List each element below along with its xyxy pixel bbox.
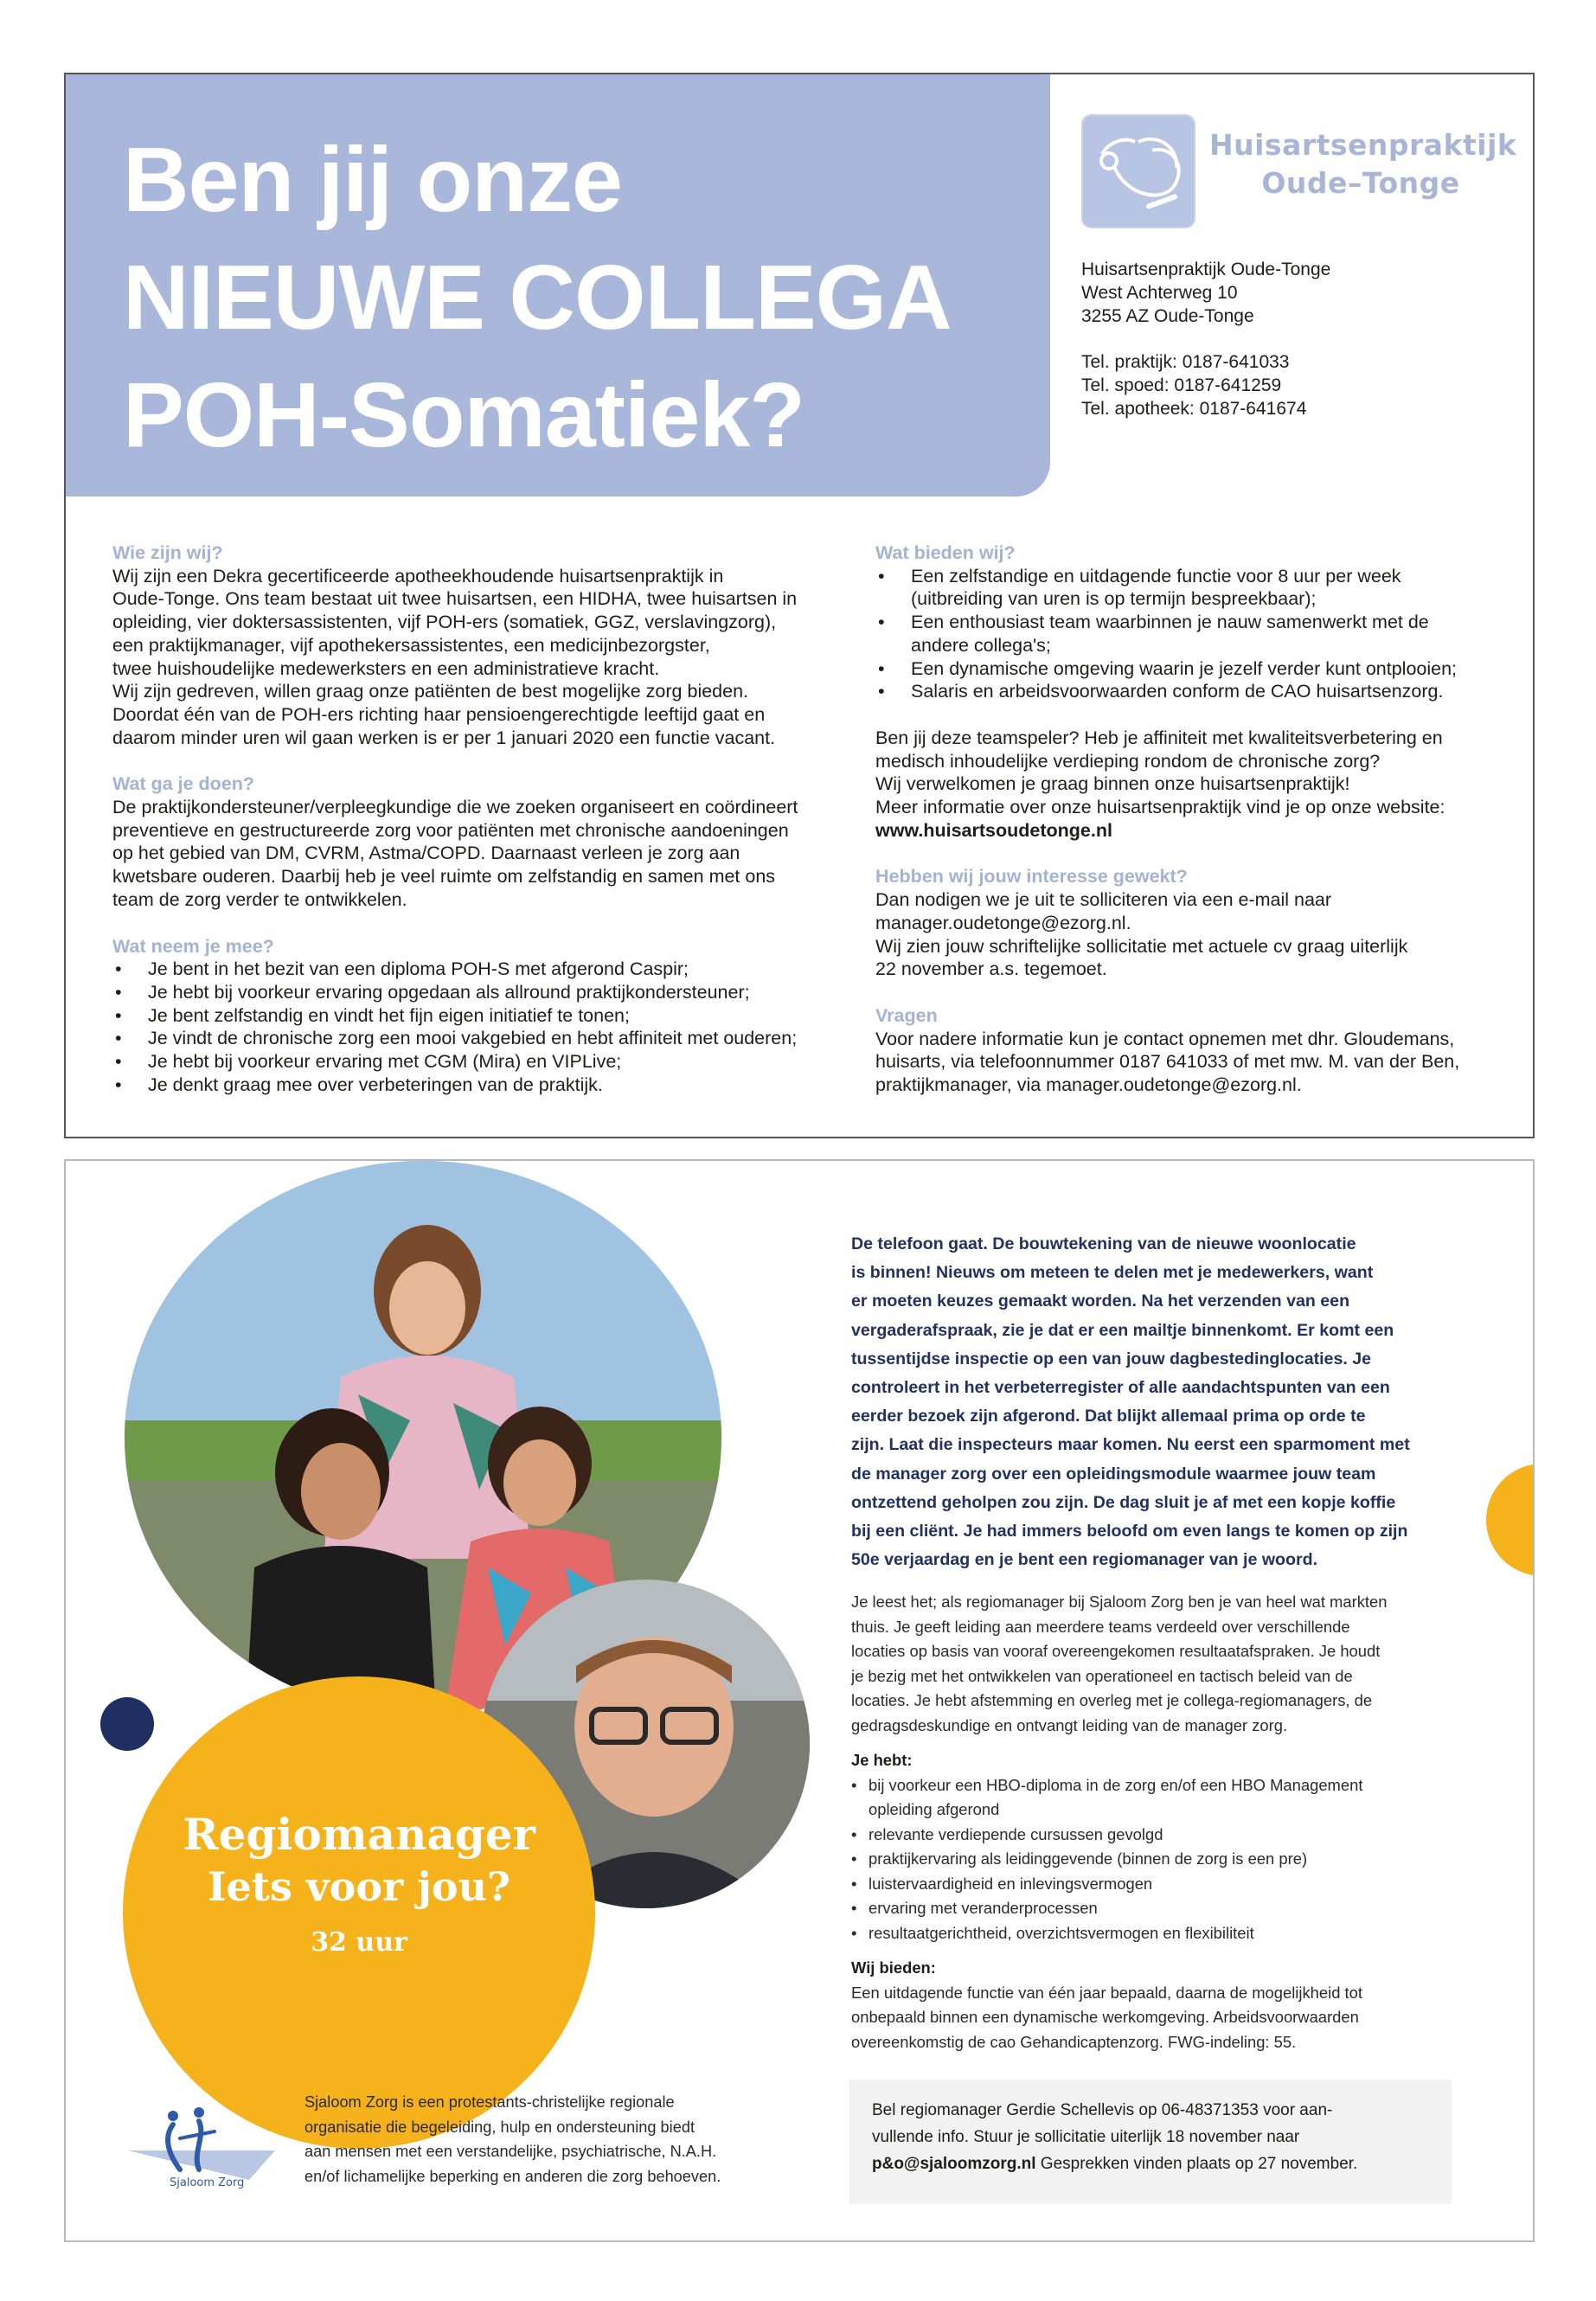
text-line: 22 november a.s. tegemoet. bbox=[875, 958, 1107, 980]
text-line: Ben jij deze teamspeler? Heb je affiniteit met kwaliteitsverbetering en bbox=[875, 727, 1443, 748]
decorative-dot bbox=[100, 1697, 154, 1751]
list-item: • Je hebt bij voorkeur ervaring met CGM (Mira) en VIPLive; bbox=[112, 1050, 830, 1074]
text-line: daarom minder uren wil gaan werken is er per 1 januari 2020 een functie vacant. bbox=[112, 727, 776, 748]
text-line bbox=[872, 2150, 1429, 2177]
text-line: opleiding afgerond bbox=[869, 1800, 1000, 1818]
offer-heading: Wij bieden: bbox=[851, 1958, 936, 1977]
text-line: er moeten keuzes gemaakt worden. Na het verzenden van een bbox=[851, 1292, 1350, 1311]
apply-callout bbox=[849, 2080, 1452, 2204]
sjaloom-logo bbox=[119, 2086, 284, 2199]
headline-line-2: NIEUWE COLLEGA bbox=[123, 247, 952, 349]
text-line: Wij verwelkomen je graag binnen onze huisartsenpraktijk! bbox=[875, 773, 1350, 795]
text-line: eerder bezoek zijn afgerond. Dat blijkt allemaal prima op orde te bbox=[851, 1407, 1366, 1426]
text-line: team de zorg verder te ontwikkelen. bbox=[112, 888, 407, 910]
logo-name bbox=[1209, 126, 1517, 202]
text-line: Voor nadere informatie kun je contact opnemen met dhr. Gloudemans, bbox=[875, 1028, 1455, 1049]
text-line: locaties. Je hebt afstemming en overleg met je collega-regiomanagers, de bbox=[851, 1691, 1373, 1709]
text-line: andere collega's; bbox=[911, 634, 1051, 656]
text-line: op het gebied van DM, CVRM, Astma/COPD. Daarnaast verleen je zorg aan bbox=[112, 843, 740, 864]
text-line: huisarts, via telefoonnummer 0187 641033 of met mw. M. van der Ben, bbox=[875, 1051, 1460, 1073]
email-link[interactable]: manager.oudetonge@ezorg.nl. bbox=[875, 912, 1131, 933]
list-item bbox=[875, 680, 1516, 703]
list-item bbox=[875, 611, 1516, 657]
practice-logo bbox=[1081, 114, 1517, 235]
list-item bbox=[875, 565, 1516, 611]
text-line: Dan nodigen we je uit te solliciteren via een e-mail naar bbox=[875, 889, 1332, 911]
logo-name-line-1: Huisartsenpraktijk bbox=[1209, 128, 1517, 162]
text-line: preventieve en gestructureerde zorg voor patiënten met chronische aandoeningen bbox=[112, 819, 789, 841]
organisation-description bbox=[304, 2090, 815, 2189]
who-text bbox=[112, 565, 830, 750]
website-link[interactable]: www.huisartsoudetonge.nl bbox=[875, 819, 1112, 841]
logo-mark bbox=[1081, 114, 1195, 228]
list-item: • Je denkt graag mee over verbeteringen van de praktijk. bbox=[112, 1074, 830, 1097]
who-heading: Wie zijn wij? bbox=[112, 542, 223, 563]
text-line: Een uitdagende functie van één jaar bepaald, daarna de mogelijkheid tot bbox=[851, 1983, 1362, 2002]
text-line: thuis. Je geeft leiding aan meerdere teams verdeeld over verschillende bbox=[851, 1617, 1350, 1636]
contact-block bbox=[1081, 258, 1514, 420]
do-heading: Wat ga je doen? bbox=[112, 773, 255, 795]
text-line: Oude-Tonge. Ons team bestaat uit twee huisartsen, een HIDHA, twee huisartsen in bbox=[112, 588, 798, 610]
requirements-heading: Je hebt: bbox=[851, 1751, 913, 1769]
phone-practice: Tel. praktijk: 0187-641033 bbox=[1081, 352, 1290, 372]
text-line: 50e verjaardag en je bent een regiomanager van je woord. bbox=[851, 1550, 1318, 1570]
list-item: • Je bent in het bezit van een diploma POH-S met afgerond Caspir; bbox=[112, 958, 830, 981]
list-item: • Je vindt de chronische zorg een mooi vakgebied en hebt affiniteit met ouderen; bbox=[112, 1027, 830, 1050]
list-item bbox=[851, 1773, 1474, 1823]
vacancy-ad-poh-somatiek bbox=[64, 73, 1535, 1138]
list-item: • luistervaardigheid en inlevingsvermogen bbox=[851, 1872, 1474, 1897]
offer-text bbox=[851, 1981, 1474, 2055]
text-line: Bel regiomanager Gerdie Schellevis op 06-48371353 voor aan- bbox=[872, 2101, 1333, 2119]
text-line: en/of lichamelijke beperking en anderen die zorg behoeven. bbox=[304, 2167, 721, 2185]
list-item: • ervaring met veranderprocessen bbox=[851, 1896, 1474, 1921]
badge-title: Regiomanager bbox=[183, 1809, 535, 1860]
text-line: • Salaris en arbeidsvoorwaarden conform de CAO huisartsenzorg. bbox=[911, 681, 1444, 702]
badge-subtitle: Iets voor jou? bbox=[207, 1863, 510, 1910]
text-line: onbepaald binnen een dynamische werkomgeving. Arbeidsvoorwaarden bbox=[851, 2008, 1359, 2026]
interview-date-text: Gesprekken vinden plaats op 27 november. bbox=[1035, 2155, 1358, 2173]
interest-text bbox=[875, 888, 1516, 981]
text-line: opleiding, vier doktersassistenten, vijf POH-ers (somatiek, GGZ, verslavingzorg), bbox=[112, 612, 777, 633]
text-line: • Een zelfstandige en uitdagende functie voor 8 uur per week bbox=[911, 565, 1401, 586]
text-line: de manager zorg over een opleidingsmodule waarmee jouw team bbox=[851, 1464, 1376, 1484]
bring-list bbox=[112, 958, 830, 1096]
text-line: medisch inhoudelijke verdieping rondom de chronische zorg? bbox=[875, 750, 1381, 772]
headline-line-3: POH-Somatiek? bbox=[123, 364, 805, 466]
text-line: (uitbreiding van uren is op termijn bespreekbaar); bbox=[911, 588, 1317, 610]
do-text bbox=[112, 796, 830, 912]
text-line: tussentijdse inspectie op een van jouw dagbestedinglocaties. Je bbox=[851, 1349, 1372, 1368]
bring-heading: Wat neem je mee? bbox=[112, 935, 274, 957]
right-column bbox=[875, 542, 1516, 1097]
text-line: een praktijkmanager, vijf apothekersassistentes, een medicijnbezorgster, bbox=[112, 634, 710, 656]
postal-city: 3255 AZ Oude-Tonge bbox=[1081, 306, 1254, 326]
questions-heading: Vragen bbox=[875, 1004, 938, 1026]
decorative-circle bbox=[1486, 1464, 1535, 1576]
stethoscope-icon bbox=[1083, 116, 1197, 230]
text-line: aan mensen met een verstandelijke, psychiatrische, N.A.H. bbox=[304, 2143, 717, 2160]
text-line: Meer informatie over onze huisartsenpraktijk vind je op onze website: bbox=[875, 797, 1445, 818]
text-line: is binnen! Nieuws om meteen te delen met je medewerkers, want bbox=[851, 1263, 1374, 1283]
requirements-list bbox=[851, 1773, 1474, 1946]
badge-hours: 32 uur bbox=[311, 1927, 407, 1958]
text-line: twee huishoudelijke medewerksters en een administratieve kracht. bbox=[112, 657, 660, 679]
text-line: vergaderafspraak, zie je dat er een mailtje binnenkomt. Er komt een bbox=[851, 1320, 1394, 1340]
interest-heading: Hebben wij jouw interesse gewekt? bbox=[875, 866, 1188, 888]
list-item: • praktijkervaring als leidinggevende (binnen de zorg is een pre) bbox=[851, 1847, 1474, 1872]
text-line: De telefoon gaat. De bouwtekening van de nieuwe woonlocatie bbox=[851, 1234, 1356, 1253]
questions-text bbox=[875, 1028, 1516, 1097]
text-line: Je leest het; als regiomanager bij Sjaloom Zorg ben je van heel wat markten bbox=[851, 1593, 1388, 1611]
text-line: bij een cliënt. Je had immers beloofd om even langs te komen op zijn bbox=[851, 1522, 1408, 1541]
phone-pharmacy: Tel. apotheek: 0187-641674 bbox=[1081, 399, 1307, 419]
intro-story bbox=[851, 1230, 1474, 1574]
job-title-badge bbox=[123, 1808, 595, 1960]
list-item: • relevante verdiepende cursussen gevolgd bbox=[851, 1823, 1474, 1848]
headline bbox=[123, 121, 1040, 474]
text-line: controleert in het verbeterregister of alle aandachtspunten van een bbox=[851, 1378, 1390, 1398]
street-address: West Achterweg 10 bbox=[1081, 283, 1238, 303]
text-line: locaties op basis van vooraf overeengekomen resultaatafspraken. Je houdt bbox=[851, 1642, 1381, 1660]
list-item: • Je bent zelfstandig en vindt het fijn eigen initiatief te tonen; bbox=[112, 1004, 830, 1028]
text-line: • bij voorkeur een HBO-diploma in de zorg en/of een HBO Management bbox=[869, 1775, 1363, 1794]
list-item: • Je hebt bij voorkeur ervaring opgedaan als allround praktijkondersteuner; bbox=[112, 981, 830, 1004]
headline-line-1: Ben jij onze bbox=[123, 129, 622, 231]
text-line: vullende info. Stuur je sollicitatie uiterlijk 18 november naar bbox=[872, 2128, 1300, 2146]
job-details bbox=[851, 1590, 1474, 2054]
text-line: Doordat één van de POH-ers richting haar pensioengerechtigde leeftijd gaat en bbox=[112, 703, 766, 725]
text-line: Sjaloom Zorg is een protestants-christelijke regionale bbox=[304, 2093, 675, 2111]
offer-heading: Wat bieden wij? bbox=[875, 542, 1016, 563]
left-column bbox=[112, 542, 830, 1096]
list-item: • resultaatgerichtheid, overzichtsvermogen en flexibiliteit bbox=[851, 1921, 1474, 1946]
text-line: • Een enthousiast team waarbinnen je nauw samenwerkt met de bbox=[911, 612, 1429, 633]
hero-banner bbox=[66, 74, 1050, 497]
offer-list bbox=[875, 565, 1516, 703]
vacancy-ad-regiomanager bbox=[64, 1159, 1535, 2242]
text-line: je bezig met het ontwikkelen van operationeel en tactisch beleid van de bbox=[851, 1666, 1353, 1685]
practice-name: Huisartsenpraktijk Oude-Tonge bbox=[1081, 260, 1331, 279]
text-line: zijn. Laat die inspecteurs maar komen. Nu eerst een sparmoment met bbox=[851, 1435, 1410, 1455]
text-line: Wij zien jouw schriftelijke sollicitatie met actuele cv graag uiterlijk bbox=[875, 935, 1408, 957]
text-line: De praktijkondersteuner/verpleegkundige die we zoeken organiseert en coördineert bbox=[112, 797, 798, 818]
sjaloom-logo-text: Sjaloom Zorg bbox=[170, 2176, 245, 2189]
text-line: gedragsdeskundige en ontvangt leiding van de manager zorg. bbox=[851, 1715, 1288, 1734]
text-line: overeenkomstig de cao Gehandicaptenzorg. FWG-indeling: 55. bbox=[851, 2032, 1297, 2051]
team-text bbox=[875, 727, 1516, 819]
text-line: Wij zijn gedreven, willen graag onze patiënten de best mogelijke zorg bieden. bbox=[112, 681, 749, 702]
phone-emergency: Tel. spoed: 0187-641259 bbox=[1081, 375, 1282, 395]
logo-name-line-2: Oude–Tonge bbox=[1261, 166, 1460, 200]
text-line: • Een dynamische omgeving waarin je jezelf verder kunt ontplooien; bbox=[911, 657, 1458, 679]
list-item bbox=[875, 657, 1516, 681]
text-line: organisatie die begeleiding, hulp en ondersteuning biedt bbox=[304, 2118, 695, 2136]
apply-email-link[interactable]: p&o@sjaloomzorg.nl bbox=[872, 2155, 1036, 2173]
text-line: ontzettend geholpen zou zijn. De dag sluit je af met een kopje koffie bbox=[851, 1492, 1396, 1512]
text-line: kwetsbare ouderen. Daarbij heb je veel ruimte om zelfstandig en samen met ons bbox=[112, 866, 776, 888]
text-line: Wij zijn een Dekra gecertificeerde apotheekhoudende huisartsenpraktijk in bbox=[112, 565, 724, 586]
role-text bbox=[851, 1590, 1474, 1738]
text-line: praktijkmanager, via manager.oudetonge@ezorg.nl. bbox=[875, 1074, 1302, 1096]
